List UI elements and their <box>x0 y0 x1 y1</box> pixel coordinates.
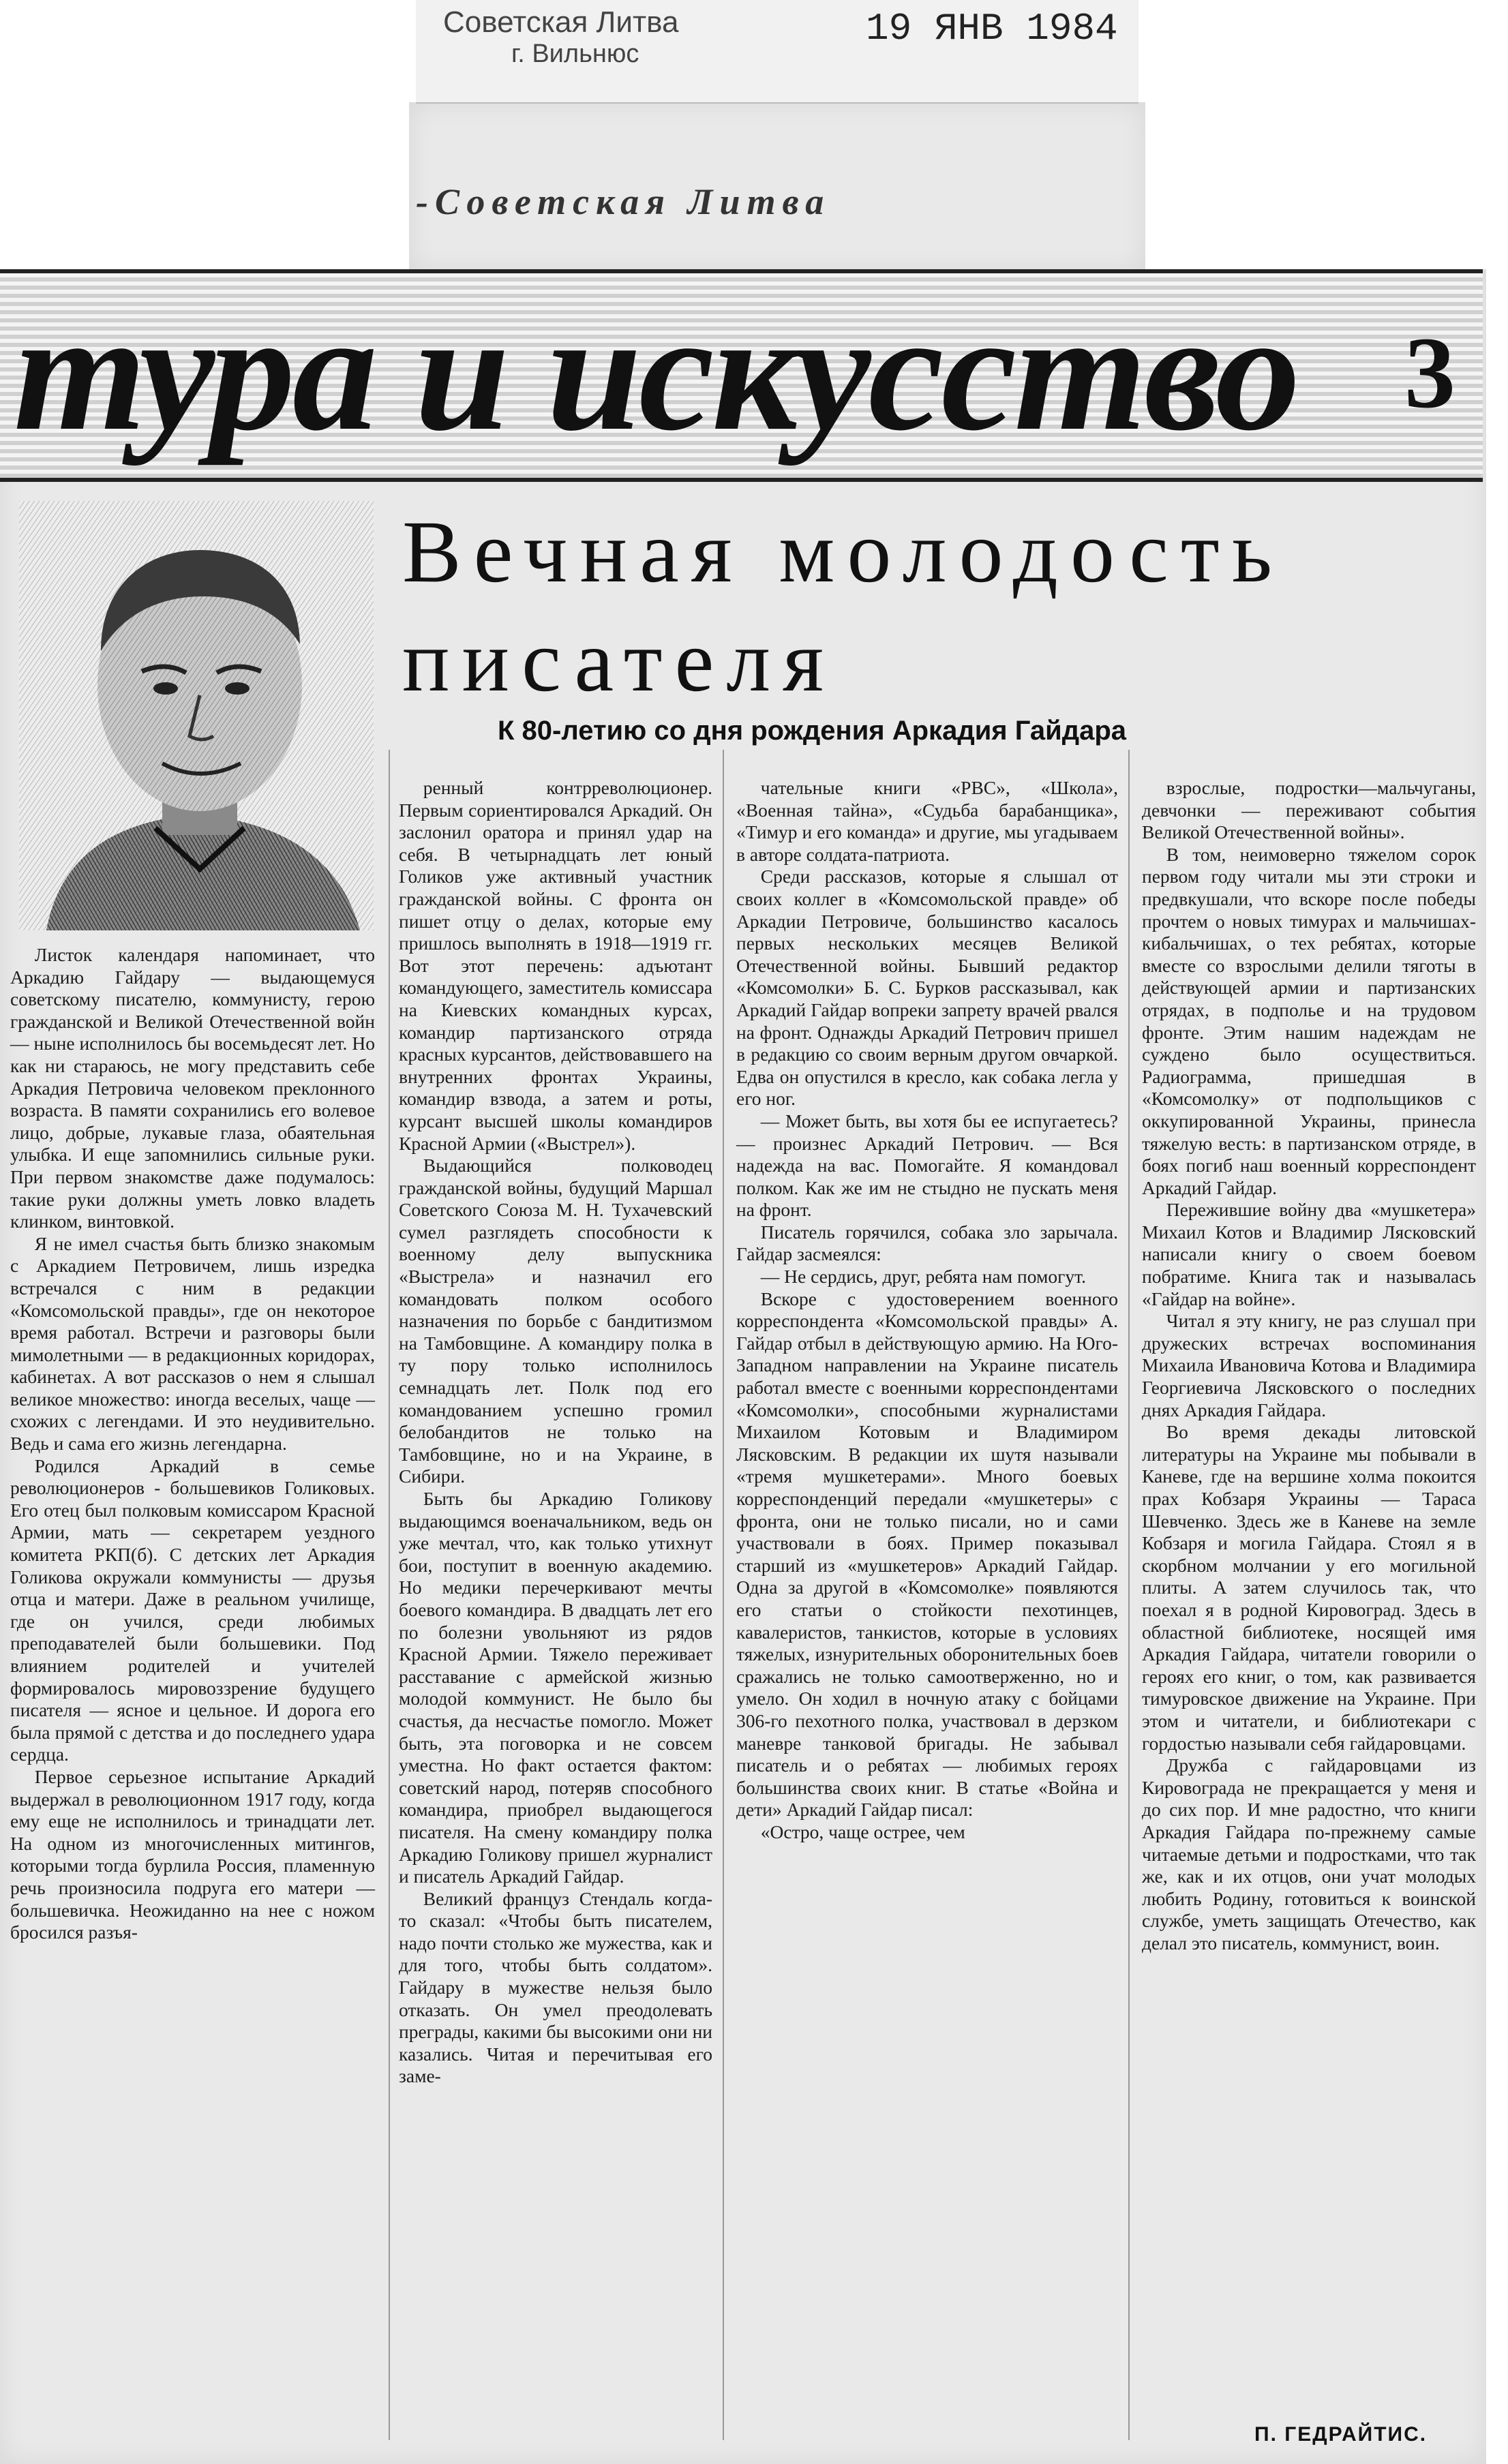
article-paragraph: Листок календаря напоминает, что Аркадию Гайдару — выдающемуся советскому писателю, коммунисту, герою гражданской и Великой Отечественной войн — ныне исполнилось бы восемьдесят лет. Но как ни стараюсь, не могу представить себе Аркадия Петровича человеком преклонного возраста. В памяти сохранились его волевое лицо, добрые, лукавые глаза, обаятельная улыбка. И еще запомнились сильные руки. При первом знакомстве даже подумалось: такие руки должны уметь ловко владеть клинком, винтовкой. <box>10 944 375 1232</box>
article-paragraph: Среди рассказов, которые я слышал от своих коллег в «Комсомольской правде» об Аркадии Петровиче, большинство касалось первых нескольких месяцев Великой Отечественной войны. Бывший редактор «Комсомолки» Б. С. Бурков рассказывал, как Аркадий Гайдар вопреки запрету врачей рвался на фронт. Однажды Аркадий Петрович пришел в редакцию со своим верным другом овчаркой. Едва он опустился в кресло, как собака легла у его ног. <box>736 866 1118 1110</box>
article-paragraph: — Не сердись, друг, ребята нам помогут. <box>760 1266 1086 1288</box>
article-subheadline: К 80-летию со дня рождения Аркадия Гайдара <box>498 716 1127 746</box>
article-paragraph: Во время декады литовской литературы на Украине мы побывали в Каневе, где на вершине холма покоится прах Кобзаря Украины — Тараса Шевченко. Здесь же в Каневе на земле Кобзаря и могила Гайдара. Стоял я в скорбном молчании у его могильной плиты. А затем случилось так, что поехал я в родной Кировоград. Здесь в областной библиотеке, носящей имя Аркадия Гайдара, читатели говорили о героях его книг, о том, как развивается тимуровское движение на Украине. При этом и читатели, и библиотекари с гордостью называли себя гайдаровцами. <box>1142 1421 1476 1754</box>
column-rule-2 <box>723 750 724 2440</box>
stamp-date: 19 ЯНВ 1984 <box>866 7 1118 50</box>
headline-line-1: Вечная молодость <box>402 503 1284 601</box>
article-author: П. ГЕДРАЙТИС. <box>1254 2423 1428 2446</box>
portrait-image <box>19 501 374 930</box>
article-paragraph: Вскоре с удостоверением военного корреспондента «Комсомольской правды» А. Гайдар отбыл в действующую армию. На Юго-Западном направлении на Украине писатель работал вместе с военными корреспондентами «Комсомолки», способными журналистами Михаилом Котовым и Владимиром Лясковским. В редакции их шутя называли «тремя мушкетерами». Много боевых корреспонденций передали «мушкетеры» с фронта, они не только писали, но и сами участвовали в боях. Пример показывал старший из «мушкетеров» Аркадий Гайдар. Одна за другой в «Комсомолке» появляются его статьи о стойкости пехотинцев, кавалеристов, танкистов, которые в условиях тяжелых, изнурительных оборонительных боев сражались не только самоотверженно, но и умело. Он ходил в ночную атаку с бойцами 306-го пехотного полка, участвовал в дерзком маневре танковой бригады. Не забывал писатель и о ребятах — любимых героях большинства своих книг. В статье «Война и дети» Аркадий Гайдар писал: <box>736 1288 1118 1821</box>
archive-stamp <box>416 0 1138 104</box>
article-paragraph: Пережившие войну два «мушкетера» Михаил Котов и Владимир Лясковский написали книгу о своем боевом побратиме. Книга так и называлась «Гайдар на войне». <box>1142 1199 1476 1309</box>
article-paragraph: чательные книги «РВС», «Школа», «Военная тайна», «Судьба барабанщика», «Тимур и его команда» и другие, мы угадываем в авторе солдата-патриота. <box>736 777 1118 865</box>
article-paragraph: Писатель горячился, собака зло зарычала. Гайдар засмеялся: <box>736 1221 1118 1265</box>
article-paragraph: ренный контрреволюционер. Первым сориентировался Аркадий. Он заслонил оратора и принял удар на себя. В четырнадцать лет юный Голиков уже активный участник гражданской войны. С фронта он пишет отцу о делах, которые ему пришлось выполнять в 1918—1919 гг. Вот этот перечень: адъютант командующего, заместитель комиссара на Киевских командных курсах, командир партизанского отряда красных курсантов, действовавшего на внутренних фронтах Украины, командир взвода, а затем и роты, курсант высшей школы командиров Красной Армии («Выстрел»). <box>399 777 712 1154</box>
article-paragraph: Быть бы Аркадию Голикову выдающимся военачальником, ведь он уже мечтал, что, как только утихнут бои, поступит в военную академию. Но медики перечеркивают мечты боевого командира. В двадцать лет его по болезни увольняют из рядов Красной Армии. Тяжело переживает расставание с армейской жизнью молодой коммунист. Не было бы счастья, да несчастье помогло. Может быть, эта поговорка и не совсем уместна. Но факт остается фактом: советский народ, потеряв способного командира, приобрел выдающегося писателя. На смену командиру полка Аркадию Голикову пришел журналист и писатель Аркадий Гайдар. <box>399 1488 712 1887</box>
stamp-city: г. Вильнюс <box>511 40 639 68</box>
article-paragraph: Выдающийся полководец гражданской войны, будущий Маршал Советского Союза М. Н. Тухачевский сумел разглядеть способности к военному делу выпускника «Выстрела» и назначил его командовать полком особого назначения по борьбе с бандитизмом на Тамбовщине. А командиру полка в ту пору только исполнилось семнадцать лет. Полк под его командованием успешно громил белобандитов не только на Тамбовщине, но и на Украине, в Сибири. <box>399 1155 712 1487</box>
article-paragraph: Я не имел счастья быть близко знакомым с Аркадием Петровичем, лишь изредка встречался с ним в редакции «Комсомольской правды», где он некоторое время работал. Встречи и разговоры были мимолетными — в редакционных коридорах, кабинетах. А вот рассказов о нем я слышал великое множество: иногда веселых, чаще — схожих с легендами. И это неудивительно. Ведь и сама его жизнь легендарна. <box>10 1232 375 1455</box>
article-column-3 <box>736 777 1118 1844</box>
article-paragraph: Читал я эту книгу, не раз слушал при дружеских встречах воспоминания Михаила Ивановича Котова и Владимира Георгиевича Лясковского о последних днях Аркадия Гайдара. <box>1142 1310 1476 1420</box>
article-paragraph: взрослые, подростки—мальчуганы, девчонки — переживают события Великой Отечественной войны». <box>1142 777 1476 843</box>
section-banner <box>0 269 1483 482</box>
section-title: тура и искусство <box>14 277 1298 466</box>
article-paragraph: Родился Аркадий в семье революционеров - большевиков Голиковых. Его отец был полковым комиссаром Красной Армии, мать — секретарем уездного комитета РКП(б). С детских лет Аркадия Голикова окружали коммунисты — друзья отца и матери. Даже в реальном училище, где он учился, среди любимых преподавателей были большевики. Под влиянием родителей и учителей формировалось мировоззрение будущего писателя — ясное и цельное. И дорога его была прямой с детства и до последнего удара сердца. <box>10 1455 375 1765</box>
page-number: 3 <box>1404 316 1456 429</box>
article-paragraph: Дружба с гайдаровцами из Кировограда не прекращается у меня и до сих пор. И мне радостно, что книги Аркадия Гайдара по-прежнему самые читаемые детьми и подростками, что так же, как и их отцов, они учат молодых любить Родину, готовиться к воинской службе, уметь защищать Отечество, как делал это писатель, коммунист, воин. <box>1142 1754 1476 1953</box>
article-paragraph: Первое серьезное испытание Аркадий выдержал в революционном 1917 году, когда ему еще не исполнилось и тринадцати лет. На одном из многочисленных митингов, которыми тогда бурлила Россия, пламенную речь произносила подруга его матери — большевичка. Неожиданно на нее с ножом бросился разъя- <box>10 1765 375 1943</box>
article-headline <box>402 498 1357 716</box>
article-paragraph: «Остро, чаще острее, чем <box>760 1821 965 1842</box>
article-paragraph: — Может быть, вы хотя бы ее испугаетесь? — произнес Аркадий Петрович. — Вся надежда на вас. Помогайте. Я командовал полком. Как же им не стыдно не пускать меня на фронт. <box>736 1110 1118 1221</box>
article-column-4 <box>1142 777 1476 1954</box>
column-rule-3 <box>1128 750 1130 2440</box>
stamp-publication: Советская Литва <box>443 5 679 39</box>
newspaper-name: -Советская Литва <box>416 181 831 222</box>
article-column-2 <box>399 777 712 2088</box>
article-column-1 <box>10 944 375 1944</box>
article-paragraph: В том, неимоверно тяжелом сорок первом году читали мы эти строки и предвкушали, что вскоре после победы прочтем о новых тимурах и мальчишах-кибальчишах, о тех ребятах, которые вместе со взрослыми делили тяготы в действующей армии и партизанских отрядах, в подполье и на трудовом фронте. Этим нашим надеждам не суждено было осуществиться. Радиограмма, пришедшая в «Комсомолку» от подпольщиков с оккупированной Украины, принесла тяжелую весть: в партизанском отряде, в боях погиб наш военный корреспондент Аркадий Гайдар. <box>1142 843 1476 1198</box>
column-rule-1 <box>389 750 390 2440</box>
article-paragraph: Великий француз Стендаль когда-то сказал: «Чтобы быть писателем, надо почти столько же мужества, как и для того, чтобы быть солдатом». Гайдару в мужестве нельзя было отказать. Он умел преодолевать преграды, какими бы высокими они ни казались. Читая и перечитывая его заме- <box>399 1887 712 2087</box>
headline-line-2: писателя <box>402 612 836 710</box>
